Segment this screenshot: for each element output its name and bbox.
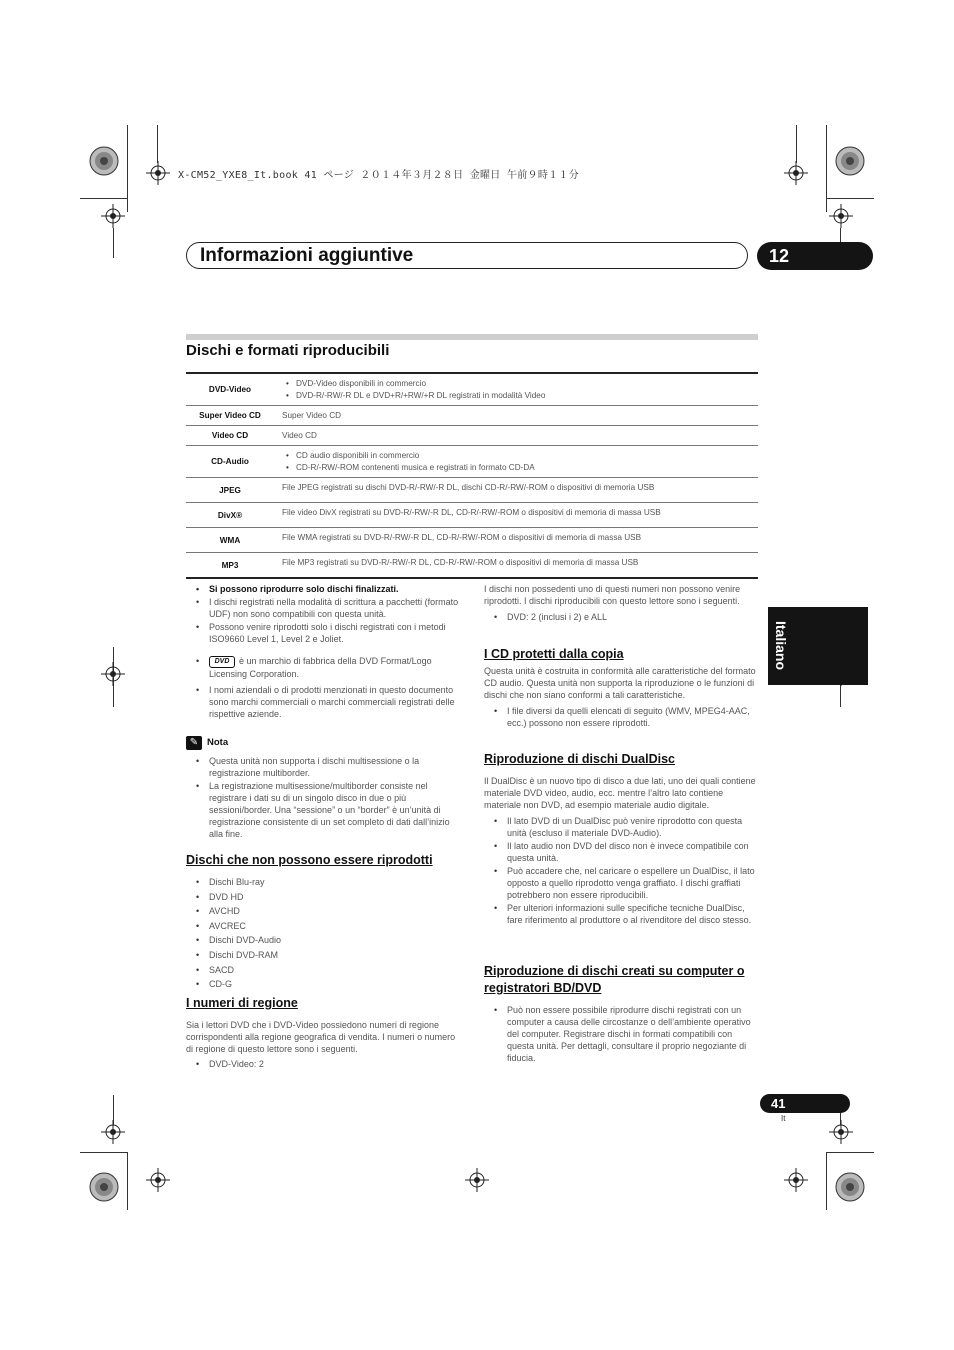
dvd-logo-icon: DVD	[209, 656, 235, 668]
registration-mark-icon	[829, 204, 853, 228]
list-item: • AVCREC	[186, 920, 462, 934]
color-rosette-icon	[89, 1172, 119, 1202]
copy-protected-text	[484, 665, 758, 730]
heading-region: I numeri di regione	[186, 996, 298, 1010]
page-number: 41	[760, 1094, 850, 1113]
registration-mark-icon	[829, 1120, 853, 1144]
list-item: • CD audio disponibili in commercio	[296, 450, 754, 462]
list-item: • Dischi Blu-ray	[186, 876, 462, 890]
format-desc: File video DivX registrati su DVD-R/-RW/-R DL, CD-R/-RW/-ROM o dispositivi di memoria di massa USB	[282, 508, 661, 517]
format-name: WMA	[219, 535, 241, 545]
format-name: Video CD	[211, 431, 249, 440]
color-rosette-icon	[89, 146, 119, 176]
list-item: • DVD-Video: 2	[186, 1058, 464, 1070]
format-desc	[276, 373, 758, 406]
list-item: • SACD	[186, 964, 462, 978]
list-item: • I dischi registrati nella modalità di scrittura a pacchetti (formato UDF) non sono compatibili con questa unità.	[186, 596, 462, 620]
chapter-title: Informazioni aggiuntive	[200, 245, 414, 266]
registration-mark-icon	[146, 161, 170, 185]
dualdisc-text	[484, 775, 758, 927]
list-item: • I nomi aziendali o di prodotti menzionati in questo documento sono marchi commerciali o marchi commerciali registrati delle rispettive aziende.	[186, 684, 462, 720]
note-list	[186, 755, 462, 841]
format-name: DVD-Video	[208, 385, 252, 394]
formats-table	[186, 372, 758, 579]
paragraph: Sia i lettori DVD che i DVD-Video possiedono numeri di regione corrispondenti alla regione geografica di vendita. I numeri o numero di regione di questo lettore sono i seguenti.	[186, 1020, 456, 1054]
format-name: JPEG	[219, 485, 241, 495]
color-rosette-icon	[835, 1172, 865, 1202]
book-info-line: X-CM52_YXE8_It.book 41 ページ ２０１４年３月２８日 金曜日 午前９時１１分	[178, 170, 580, 181]
heading-computer-discs: Riproduzione di dischi creati su computer o registratori BD/DVD	[484, 964, 745, 995]
list-item: • DVD-Video disponibili in commercio	[296, 378, 754, 390]
table-row	[186, 406, 758, 426]
table-row	[186, 446, 758, 478]
heading-dualdisc: Riproduzione di dischi DualDisc	[484, 752, 675, 766]
format-desc: Video CD	[282, 431, 317, 440]
list-item: • DVD-R/-RW/-R DL e DVD+R/+RW/+R DL registrati in modalità Video	[296, 390, 754, 402]
list-item: • DVD HD	[186, 891, 462, 905]
registration-mark-icon	[784, 161, 808, 185]
dvd-trademark-text: è un marchio di fabbrica della DVD Format/Logo Licensing Corporation.	[209, 656, 432, 679]
list-item: • Per ulteriori informazioni sulle specifiche tecniche DualDisc, fare riferimento al produttore o al rivenditore del disco stesso.	[484, 902, 758, 926]
list-item: • Dischi DVD-Audio	[186, 934, 462, 948]
registration-mark-icon	[465, 1168, 489, 1192]
list-item: • Si possono riprodurre solo dischi finalizzati.	[186, 583, 462, 595]
list-item: • I file diversi da quelli elencati di seguito (WMV, MPEG4-AAC, ecc.) possono non essere riprodotti.	[484, 705, 758, 729]
format-name: DivX®	[217, 510, 243, 520]
list-item: • AVCHD	[186, 905, 462, 919]
list-item: • CD-R/-RW/-ROM contenenti musica e registrati in formato CD-DA	[296, 462, 754, 474]
region-text	[186, 1019, 464, 1071]
format-name: Super Video CD	[199, 411, 261, 420]
table-row	[186, 426, 758, 446]
registration-mark-icon	[784, 1168, 808, 1192]
paragraph: Il DualDisc è un nuovo tipo di disco a due lati, uno dei quali contiene materiale DVD video, audio, ecc. mentre l’altro lato contiene materiale non DVD, ad esempio materiale audio digitale.	[484, 776, 756, 810]
format-desc	[276, 446, 758, 478]
color-rosette-icon	[835, 146, 865, 176]
table-row	[186, 528, 758, 553]
format-desc: Super Video CD	[282, 411, 342, 420]
table-row	[186, 503, 758, 528]
list-item: • Possono venire riprodotti solo i dischi registrati con i metodi ISO9660 Level 1, Level 2 e Joliet.	[186, 621, 462, 645]
list-item: • DVD: 2 (inclusi i 2) e ALL	[484, 611, 758, 623]
note-icon: ✎	[186, 736, 202, 750]
list-item: • Dischi DVD-RAM	[186, 949, 462, 963]
list-item: • Può accadere che, nel caricare o espellere un DualDisc, il lato opposto a quello riprodotto venga graffiato. I dischi graffiati potrebbero non essere riproducibili.	[484, 865, 758, 901]
format-desc: File MP3 registrati su DVD-R/-RW/-R DL, CD-R/-RW/-ROM o dispositivi di memoria di massa USB	[282, 558, 639, 567]
registration-mark-icon	[101, 1120, 125, 1144]
table-row	[186, 373, 758, 406]
format-name: CD-Audio	[211, 457, 249, 466]
section-title: Dischi e formati riproducibili	[186, 342, 390, 359]
format-desc: File JPEG registrati su dischi DVD-R/-RW/-R DL, dischi CD-R/-RW/-ROM o dispositivi di memoria USB	[282, 483, 655, 492]
registration-mark-icon	[146, 1168, 170, 1192]
paragraph: Questa unità è costruita in conformità alle caratteristiche del formato CD audio. Questa unità non supporta la riproduzione o le funzioni di dischi che non siano conformi a tali caratteristiche.	[484, 666, 756, 700]
format-name: MP3	[221, 560, 239, 570]
computer-discs-text	[484, 1004, 758, 1065]
list-item: • CD-G	[186, 978, 462, 992]
registration-mark-icon	[101, 204, 125, 228]
registration-mark-icon	[101, 662, 125, 686]
page-language: It	[781, 1114, 786, 1123]
not-playable-list	[186, 876, 462, 993]
list-item: • Può non essere possibile riprodurre dischi registrati con un computer a causa delle circostanze o dell’ambiente operativo del computer. Registrare dischi in formati compatibili con questa unità. Per dettagli, consultare il proprio negoziante di fiducia.	[484, 1004, 758, 1064]
paragraph: I dischi non possedenti uno di questi numeri non possono venire riprodotti. I dischi riproducibili con questo lettore sono i seguenti.	[484, 584, 741, 606]
table-row	[186, 478, 758, 503]
format-desc: File WMA registrati su DVD-R/-RW/-R DL, CD-R/-RW/-ROM o dispositivi di memoria di massa USB	[282, 533, 642, 542]
region-continued	[484, 583, 758, 624]
note-heading: Nota	[207, 737, 229, 748]
heading-copy-protected: I CD protetti dalla copia	[484, 647, 624, 661]
list-item: • La registrazione multisessione/multiborder consiste nel registrare i dati su di un singolo disco in due o più sessioni/border. Una “sessione” o un “border” è un’unità di registrazione consistente di un set completo di dati dall’inizio alla fine.	[186, 780, 462, 840]
chapter-number: 12	[757, 242, 873, 270]
list-item	[186, 655, 462, 680]
section-rule	[186, 334, 758, 340]
table-row	[186, 553, 758, 579]
list-item: • Il lato DVD di un DualDisc può venire riprodotto con questa unità (escluso il materiale DVD-Audio).	[484, 815, 758, 839]
list-item: • Il lato audio non DVD del disco non è invece compatibile con questa unità.	[484, 840, 758, 864]
heading-not-playable: Dischi che non possono essere riprodotti	[186, 853, 433, 867]
language-tab-label: Italiano	[773, 621, 789, 671]
list-item: • Questa unità non supporta i dischi multisessione o la registrazione multiborder.	[186, 755, 462, 779]
left-column-notes	[186, 583, 462, 721]
